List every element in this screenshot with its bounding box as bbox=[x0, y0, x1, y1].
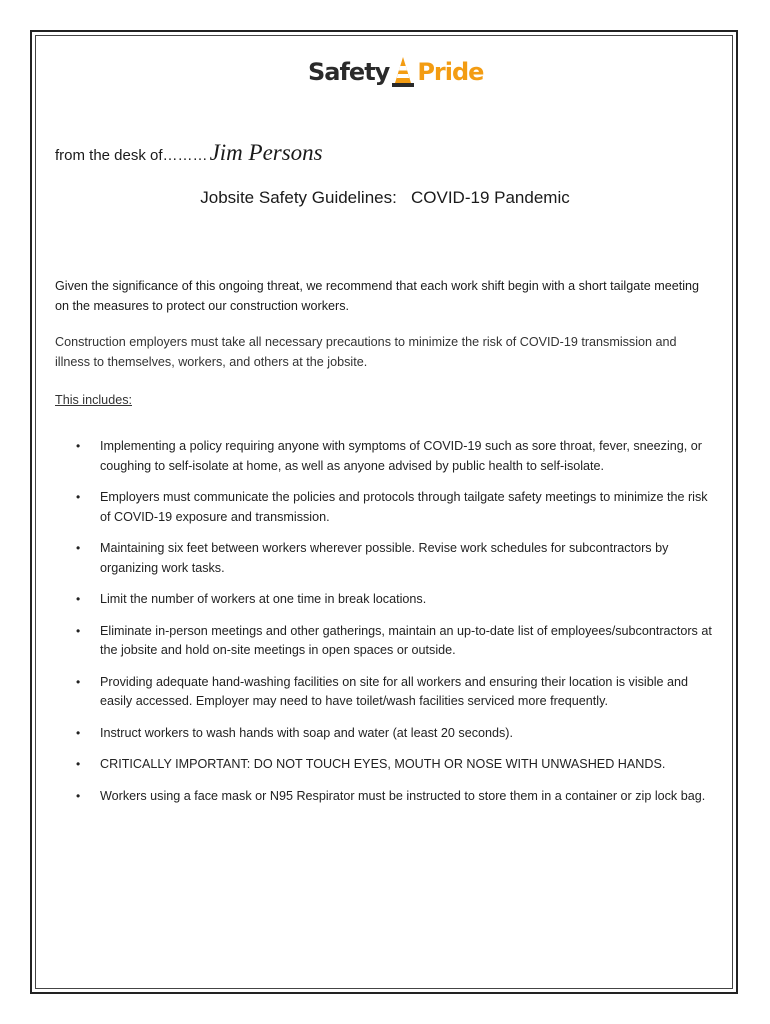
author-name: Jim Persons bbox=[209, 140, 323, 165]
bullet-icon: • bbox=[76, 674, 81, 689]
list-item bbox=[55, 590, 715, 610]
traffic-cone-icon bbox=[390, 56, 416, 88]
bullet-icon: • bbox=[76, 541, 81, 555]
list-item bbox=[55, 787, 715, 807]
bullet-icon: • bbox=[76, 592, 81, 606]
list-item-text: Maintaining six feet between workers wherever possible. Revise work schedules for subcontractors by organizing work tasks. bbox=[100, 541, 669, 575]
desk-prefix: from the desk of……… bbox=[55, 147, 208, 164]
document-title: Jobsite Safety Guidelines: COVID-19 Pandemic bbox=[200, 188, 570, 207]
intro-paragraph: Given the significance of this ongoing threat, we recommend that each work shift begin with a short tailgate meeting on the measures to protect our construction workers. bbox=[55, 279, 700, 313]
includes-heading: This includes: bbox=[55, 393, 132, 407]
list-item-text: Eliminate in-person meetings and other gatherings, maintain an up-to-date list of employees/subcontractors at the jobsite and hold on-site meetings in open spaces or outside. bbox=[100, 623, 712, 657]
list-item-text: CRITICALLY IMPORTANT: DO NOT TOUCH EYES, MOUTH OR NOSE WITH UNWASHED HANDS. bbox=[100, 757, 666, 771]
logo-word-pride: Pride bbox=[417, 58, 484, 86]
bullet-icon: • bbox=[76, 623, 81, 638]
from-desk-line bbox=[55, 140, 323, 166]
list-item-text: Implementing a policy requiring anyone with symptoms of COVID-19 such as sore throat, fever, sneezing, or coughing to self-isolate at home, as well as anyone advised by public health to self-isolate. bbox=[100, 439, 702, 473]
safety-pride-logo bbox=[308, 54, 483, 90]
list-item-text: Limit the number of workers at one time in break locations. bbox=[100, 592, 427, 606]
bullet-icon: • bbox=[76, 490, 81, 504]
list-item bbox=[55, 437, 715, 476]
list-item-text: Instruct workers to wash hands with soap and water (at least 20 seconds). bbox=[100, 725, 513, 740]
list-item-text: Workers using a face mask or N95 Respirator must be instructed to store them in a container or zip lock bag. bbox=[100, 788, 706, 803]
bullet-icon: • bbox=[76, 439, 81, 453]
list-item-text: Employers must communicate the policies and protocols through tailgate safety meetings to minimize the risk of COVID-19 exposure and transmission. bbox=[100, 490, 708, 524]
logo-word-safety: Safety bbox=[308, 58, 390, 86]
bullet-icon: • bbox=[76, 725, 81, 740]
employers-paragraph: Construction employers must take all necessary precautions to minimize the risk of COVID-19 transmission and illness to themselves, workers, and others at the jobsite. bbox=[55, 335, 677, 369]
guidelines-list bbox=[55, 437, 715, 806]
list-item bbox=[55, 724, 715, 744]
list-item bbox=[55, 539, 715, 578]
list-item-text: Providing adequate hand-washing facilities on site for all workers and ensuring their location is visible and easily accessed. Employer may need to have toilet/wash facilities serviced more frequently. bbox=[100, 674, 689, 708]
list-item bbox=[55, 622, 715, 661]
bullet-icon: • bbox=[76, 788, 81, 803]
bullet-icon: • bbox=[76, 757, 81, 771]
list-item bbox=[55, 488, 715, 527]
list-item bbox=[55, 673, 715, 712]
list-item bbox=[55, 755, 715, 775]
